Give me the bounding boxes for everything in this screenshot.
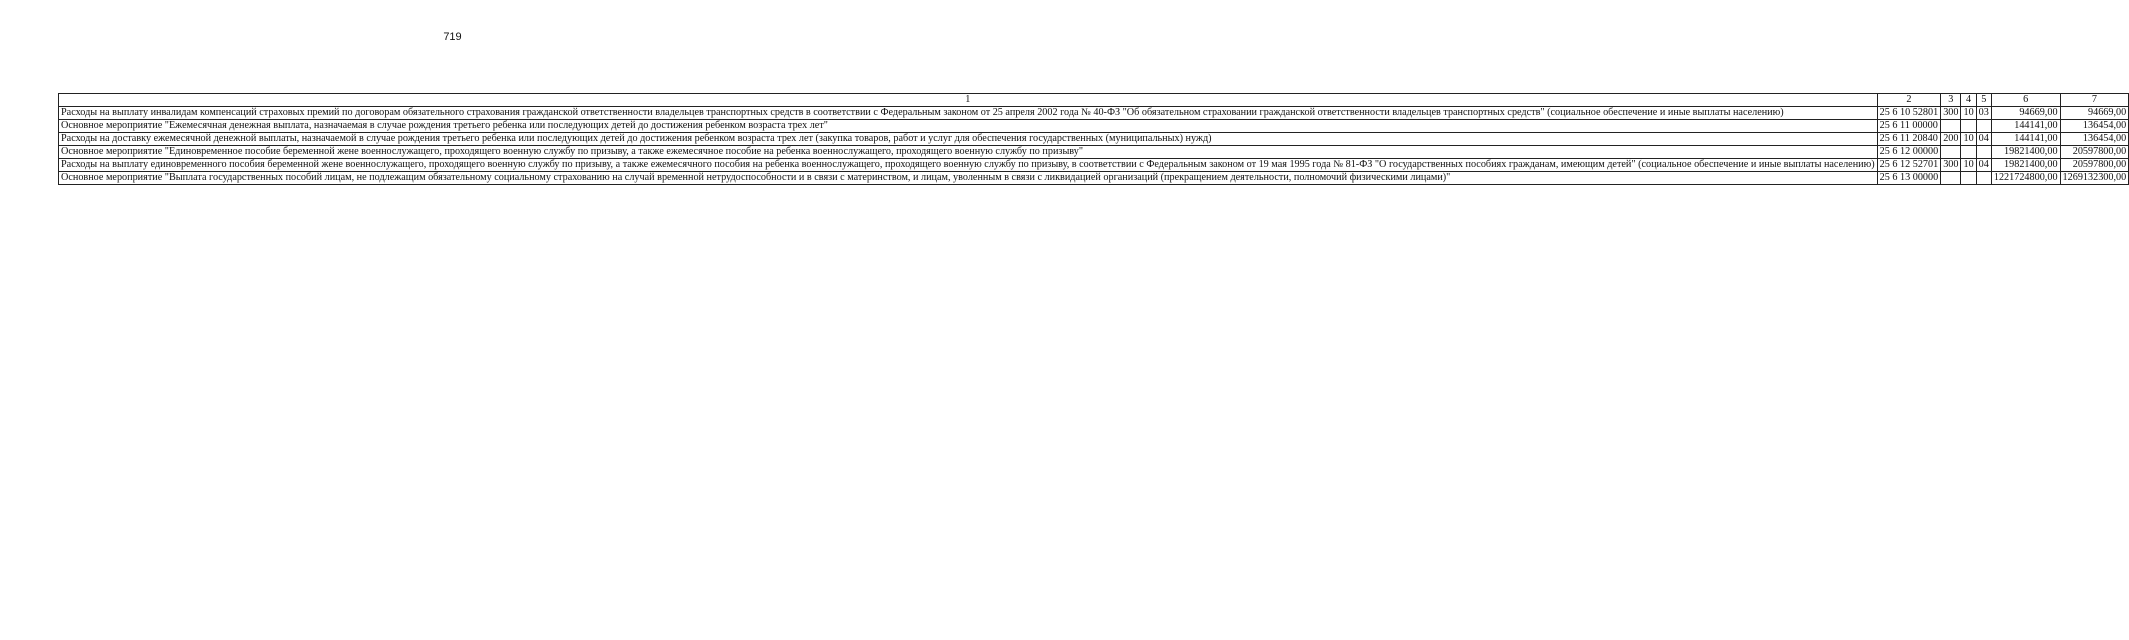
amount-year-1: 144141,00	[1991, 133, 2060, 146]
expense-description: Расходы на выплату инвалидам компенсаций страховых премий по договорам обязательного страхования гражданской ответственности владельцев транспортных средств в соответствии с Федеральным законом от 25 апреля 2002 года № 40-ФЗ "Об обязательном страховании гражданской ответственности владельцев транспортных средств" (социальное обеспечение и иные выплаты населению)	[59, 107, 1878, 120]
classification-code: 25 6 10 52801	[1877, 107, 1941, 120]
table-row	[59, 146, 2129, 159]
amount-year-2: 1269132300,00	[2060, 172, 2129, 185]
amount-year-2: 94669,00	[2060, 107, 2129, 120]
column-header: 3	[1941, 94, 1961, 107]
classification-code: 25 6 12 00000	[1877, 146, 1941, 159]
expense-description: Расходы на выплату единовременного пособия беременной жене военнослужащего, проходящего военную службу по призыву, а также ежемесячного пособия на ребенка военнослужащего, проходящего военную службу по призыву, в соответствии с Федеральным законом от 19 мая 1995 года № 81-ФЗ "О государственных пособиях гражданам, имеющим детей" (социальное обеспечение и иные выплаты населению)	[59, 159, 1878, 172]
amount-year-1: 144141,00	[1991, 120, 2060, 133]
table-header-row	[59, 94, 2129, 107]
column-header: 2	[1877, 94, 1941, 107]
expense-type-code: 300	[1941, 159, 1961, 172]
expense-description: Расходы на доставку ежемесячной денежной выплаты, назначаемой в случае рождения третьего ребенка или последующих детей до достижения ребенком возраста трех лет (закупка товаров, работ и услуг для обеспечения государственных (муниципальных) нужд)	[59, 133, 1878, 146]
column-header: 4	[1961, 94, 1976, 107]
budget-table	[58, 93, 2129, 185]
section-code: 10	[1961, 107, 1976, 120]
expense-type-code: 300	[1941, 107, 1961, 120]
section-code: 10	[1961, 133, 1976, 146]
subsection-code	[1976, 146, 1991, 159]
subsection-code: 04	[1976, 133, 1991, 146]
expense-type-code	[1941, 172, 1961, 185]
amount-year-1: 1221724800,00	[1991, 172, 2060, 185]
classification-code: 25 6 11 20840	[1877, 133, 1941, 146]
section-code	[1961, 146, 1976, 159]
column-header: 6	[1991, 94, 2060, 107]
expense-description: Основное мероприятие "Единовременное пособие беременной жене военнослужащего, проходящего военную службу по призыву, а также ежемесячное пособие на ребенка военнослужащего, проходящего военную службу по призыву"	[59, 146, 1878, 159]
subsection-code	[1976, 120, 1991, 133]
expense-description: Основное мероприятие "Выплата государственных пособий лицам, не подлежащим обязательному социальному страхованию на случай временной нетрудоспособности и в связи с материнством, и лицам, уволенным в связи с ликвидацией организаций (прекращением деятельности, полномочий физическими лицами)"	[59, 172, 1878, 185]
expense-type-code: 200	[1941, 133, 1961, 146]
classification-code: 25 6 12 52701	[1877, 159, 1941, 172]
table-row	[59, 107, 2129, 120]
section-code	[1961, 172, 1976, 185]
table-row	[59, 120, 2129, 133]
table-row	[59, 159, 2129, 172]
subsection-code	[1976, 172, 1991, 185]
column-header: 7	[2060, 94, 2129, 107]
column-header: 5	[1976, 94, 1991, 107]
expense-type-code	[1941, 120, 1961, 133]
amount-year-2: 136454,00	[2060, 133, 2129, 146]
table-row	[59, 172, 2129, 185]
subsection-code: 03	[1976, 107, 1991, 120]
classification-code: 25 6 11 00000	[1877, 120, 1941, 133]
amount-year-1: 94669,00	[1991, 107, 2060, 120]
amount-year-1: 19821400,00	[1991, 146, 2060, 159]
page-number: 719	[443, 31, 462, 43]
classification-code: 25 6 13 00000	[1877, 172, 1941, 185]
column-header: 1	[59, 94, 1878, 107]
amount-year-1: 19821400,00	[1991, 159, 2060, 172]
section-code	[1961, 120, 1976, 133]
amount-year-2: 20597800,00	[2060, 159, 2129, 172]
table-row	[59, 133, 2129, 146]
section-code: 10	[1961, 159, 1976, 172]
expense-description: Основное мероприятие "Ежемесячная денежная выплата, назначаемая в случае рождения третьего ребенка или последующих детей до достижения ребенком возраста трех лет"	[59, 120, 1878, 133]
expense-type-code	[1941, 146, 1961, 159]
subsection-code: 04	[1976, 159, 1991, 172]
amount-year-2: 20597800,00	[2060, 146, 2129, 159]
amount-year-2: 136454,00	[2060, 120, 2129, 133]
